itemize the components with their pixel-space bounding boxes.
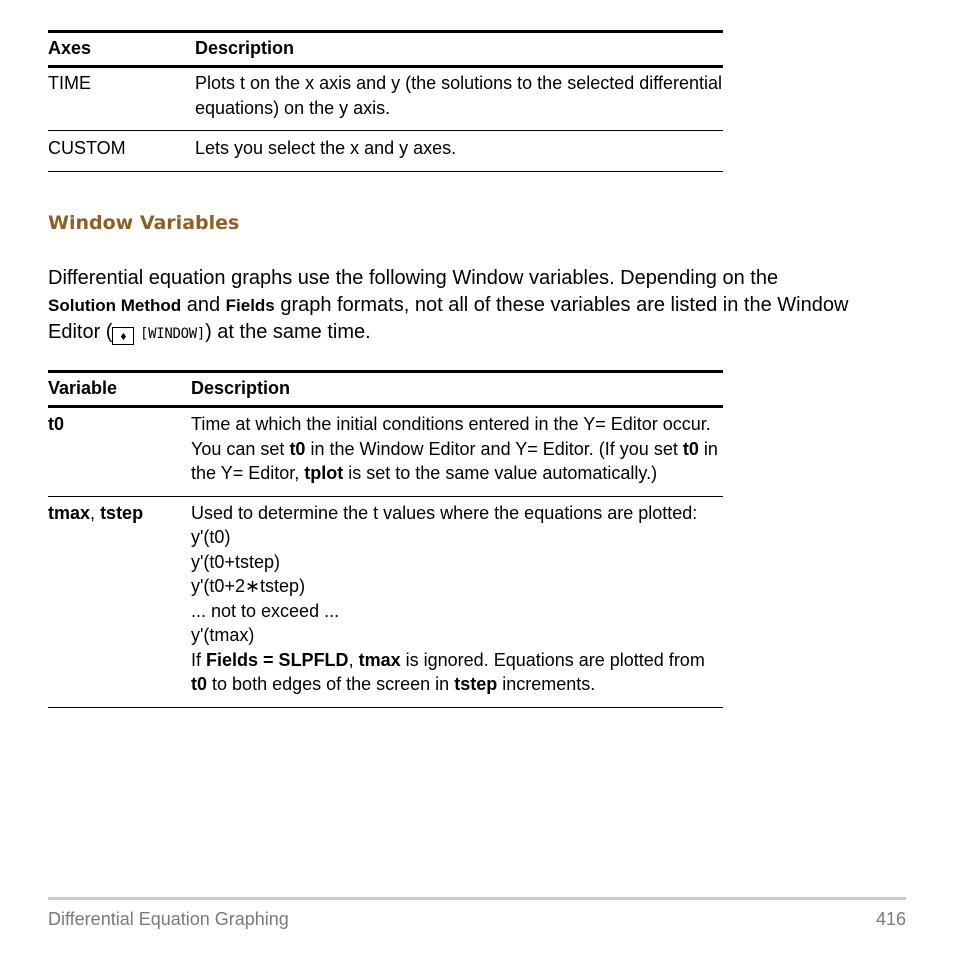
section-heading: Window Variables bbox=[48, 212, 240, 234]
intro-paragraph bbox=[48, 265, 888, 348]
desc-text: Used to determine the t values where the equations are plotted: bbox=[191, 502, 698, 523]
t0-term: t0 bbox=[48, 414, 65, 434]
axes-name: TIME bbox=[48, 67, 195, 131]
variable-column-header: Variable bbox=[48, 372, 191, 407]
variable-description bbox=[191, 407, 723, 497]
variable-name bbox=[48, 496, 191, 707]
desc-text: is set to the same value automatically.) bbox=[348, 463, 658, 483]
variable-name bbox=[48, 407, 191, 497]
axes-table-header bbox=[48, 32, 723, 67]
tmax-term: tmax bbox=[48, 502, 91, 523]
window-key: [WINDOW] bbox=[140, 326, 206, 342]
separator: , bbox=[90, 502, 96, 523]
tmax-term: tmax bbox=[358, 649, 401, 670]
table-row bbox=[48, 131, 723, 172]
desc-text: If bbox=[191, 649, 202, 670]
footer-title: Differential Equation Graphing bbox=[48, 909, 289, 929]
axes-description: Lets you select the x and y axes. bbox=[195, 131, 723, 172]
desc-text: Time at which the initial conditions entered in the Y= Editor occur. You can set bbox=[191, 414, 711, 459]
axes-table bbox=[48, 30, 723, 172]
desc-text: , bbox=[348, 649, 354, 670]
variable-description bbox=[191, 496, 723, 707]
desc-text: in the Y= Editor, bbox=[191, 438, 718, 483]
page-number: 416 bbox=[875, 909, 906, 929]
fields-slpfld-term: Fields = SLPFLD bbox=[206, 649, 349, 670]
solution-method-term: Solution Method bbox=[48, 295, 182, 315]
axes-column-header: Axes bbox=[48, 32, 195, 67]
intro-text: Differential equation graphs use the following Window variables. Depending on the bbox=[48, 267, 779, 289]
t0-term: t0 bbox=[289, 438, 306, 459]
intro-text: ) at the same time. bbox=[205, 321, 371, 343]
desc-text: to both edges of the screen in bbox=[212, 674, 450, 694]
sequence-line: y'(t0+tstep) bbox=[191, 551, 280, 572]
fields-term: Fields bbox=[225, 295, 275, 315]
desc-text: is ignored. Equations are plotted from bbox=[405, 649, 705, 670]
tstep-term: tstep bbox=[454, 674, 498, 694]
desc-text: in the Window Editor and Y= Editor. (If you set bbox=[310, 438, 678, 459]
table-row bbox=[48, 407, 723, 497]
description-column-header: Description bbox=[195, 32, 723, 67]
intro-text: graph formats, not all of these variables are listed in the Window Editor ( bbox=[48, 293, 849, 343]
table-row bbox=[48, 496, 723, 707]
intro-text: and bbox=[186, 293, 221, 316]
diamond-key-icon: ♦ bbox=[112, 327, 134, 345]
description-column-header: Description bbox=[191, 372, 723, 407]
footer-divider bbox=[48, 897, 906, 900]
tstep-term: tstep bbox=[100, 502, 144, 523]
t0-term: t0 bbox=[682, 438, 699, 459]
sequence-line: y'(t0) bbox=[191, 527, 231, 547]
t0-term: t0 bbox=[191, 674, 208, 694]
variables-table-header bbox=[48, 372, 723, 407]
tplot-term: tplot bbox=[304, 463, 344, 483]
desc-text: increments. bbox=[502, 674, 596, 694]
axes-name: CUSTOM bbox=[48, 131, 195, 172]
sequence-line: y'(t0+2∗tstep) bbox=[191, 576, 306, 596]
sequence-line: ... not to exceed ... bbox=[191, 600, 340, 621]
axes-description: Plots t on the x axis and y (the solutions to the selected differential equations) on the y axis. bbox=[195, 67, 723, 131]
sequence-line: y'(tmax) bbox=[191, 625, 255, 645]
table-row bbox=[48, 67, 723, 131]
variables-table bbox=[48, 370, 723, 708]
